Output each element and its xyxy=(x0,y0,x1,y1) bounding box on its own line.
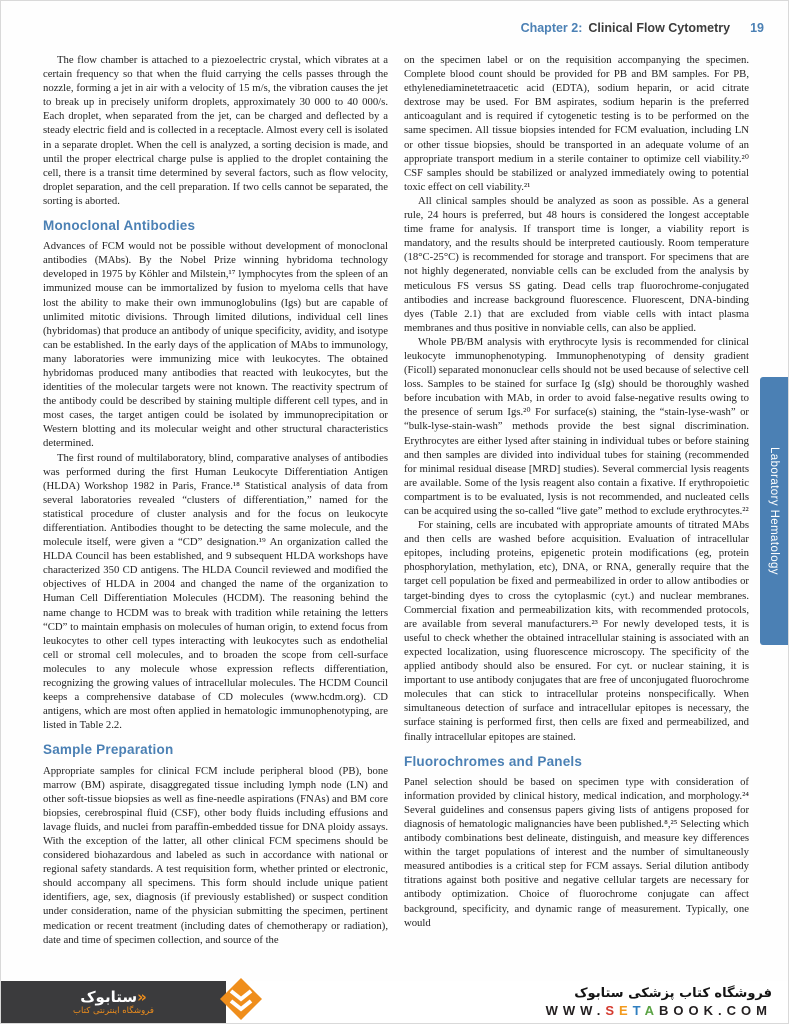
section-heading: Sample Preparation xyxy=(43,742,174,758)
text-columns xyxy=(43,53,749,947)
url-segment: S xyxy=(605,1002,619,1018)
footer-url xyxy=(546,1003,772,1018)
section-tab-label: Laboratory Hematology xyxy=(768,447,780,575)
chapter-title: Clinical Flow Cytometry xyxy=(588,21,731,35)
page-header xyxy=(43,21,764,35)
setabook-wordmark xyxy=(80,989,147,1005)
paragraph: All clinical samples should be analyzed as soon as possible. As a general rule, 24 hours is preferred, but 48 hours is considered the longest acceptable time frame for analysis. If transport time is longer, a viability report is mandatory, and the results should be interpreted cautiously. Room temperature (18°C-25°C) is recommended for storage and transport. For specimens that are not highly degenerated, nonviable cells can be excluded from the analysis by meticulous FS versus SS gating. Dead cells trap fluorochrome-conjugated antibodies and increase background fluorescence. Fluorescent, DNA-binding dyes (Table 2.1) that are excluded from viable cells with intact plasma membranes and thus positive in nonviable cells, can also be applied. xyxy=(404,194,749,334)
paragraph: Panel selection should be based on specimen type with consideration of information provided by clinical history, medical indication, and morphology.²⁴ Several guidelines and consensus papers giving lists of antigens proposed for diagnosis of hematologic malignancies have been published.⁸,²⁵ Selecting which antibody combinations best delineate, distinguish, and measure key differences within the target populations of interest and the number of simultaneously measured antibodies is a critical step for FCM assays. Serial dilution antibody titrations against both positive and negative cellular targets are necessary for antibody optimization. Choice of fluorochrome conjugate can affect background, specificity, and dynamic range of measurement. Typically, one would xyxy=(404,775,749,929)
chevron-diamond-logo-icon xyxy=(219,977,263,1021)
url-segment: T xyxy=(632,1002,645,1018)
footer-publisher-block xyxy=(1,981,226,1023)
url-segment: A xyxy=(644,1002,660,1018)
footer-banner xyxy=(1,981,788,1023)
paragraph: Advances of FCM would not be possible without development of monoclonal antibodies (MAbs). By the Nobel Prize winning hybridoma technology developed in 1975 by Köhler and Milstein,¹⁷ lymphocytes from the spleen of an immunized mouse can be immortalized by fusion to myeloma cells that have lost the ability to make their own immunoglobulins (Igs) but are capable of unlimited mitotic divisions. Through limited dilutions, individual cell lines (hybridomas) that produce an antibody of unique specificity, avidity, and isotype can be established. In the early days of the application of MAbs to immunology, many laboratories were immunizing mice with leukocytes. The obtained hybridomas produced many antibodies that reacted with leukocytes, but the identities of the molecular targets were not known. The reactivity spectrum of the antibody could be described by staining multiple different cell types, and in most cases, the target antigen could be isolated by immunoprecipitation or Western blotting and its molecular weight and other structural characteristics determined. xyxy=(43,240,388,450)
paragraph: on the specimen label or on the requisition accompanying the specimen. Complete blood count should be provided for PB and BM samples. For PB, ethylenediaminetetraacetic acid (EDTA), sodium heparin, or acid citrate dextrose may be used. For BM aspirates, sodium heparin is the preferred anticoagulant and is required if cytogenetic testing is to be performed on the same specimen. All tissue biopsies intended for FCM evaluation, including LN or other tissue biopsies, should be transported in an adequate volume of an appropriate transport medium in a sterile container to optimize cell viability.²⁰ CSF samples should be stabilized or analyzed immediately owing to potential toxic effect on cell viability.²¹ xyxy=(404,54,749,193)
paragraph: For staining, cells are incubated with appropriate amounts of titrated MAbs and then cells are washed before acquisition. Evaluation of intracellular epitopes, including proteins, epigenetic protein modifications (eg, protein phosphorylation, methylation, etc), DNA, or RNA, generally require that the target cell population be fixed and permeabilized in order to allow antibodies or target-binding dyes to cross the cytoplasmic (cyt.) and nuclear membranes. Commercial fixation and permeabilization kits, with recommended protocols, are available from several manufacturers.²³ For newly developed tests, it is useful to check whether the obtained intracellular staining is associated with an expected localization, using fluorescence microscopy. The specificity of the applied antibody should also be ensured. For cyt. or nuclear staining, it is important to use antibody conjugates that are free of unconjugated fluorochrome molecules that can stick to intracellular proteins nonspecifically. When simultaneous detection of surface and intracellular epitopes is necessary, the surface staining is performed first, then cells are fixed and permeabilized, and finally intracellular epitopes are stained. xyxy=(404,519,749,743)
chapter-label: Chapter 2: xyxy=(520,21,583,35)
footer-logo-subtitle: فروشگاه اینترنتی کتاب xyxy=(73,1005,154,1016)
setabook-wordmark-text: ستابوک xyxy=(80,987,138,1006)
paragraph: The first round of multilaboratory, blind, comparative analyses of antibodies was performed during the first Human Leukocyte Differentiation Antigen (HLDA) Workshop 1982 in Paris, France.¹⁸ Statistical analysis of data from several laboratories revealed “clusters of differentiation,” named for the statistical procedure of cluster analysis and for the focus on leukocyte differentiation. Antibodies thought to be detecting the same molecule, and the molecule itself, were given a “CD” designation.¹⁹ An organization called the HLDA Council has been established, and 9 subsequent HLDA workshops have characterized 350 CD antigens. The HLDA Council reviewed and modified the objectives of HLDA in 2004 and changed the name of the organization to Human Cell Differentiation Molecules (HCDM). The reasoning behind the name change to HCDM was to break with tradition while retaining the letters “CD” to maintain emphasis on molecules of human origin, to extend focus from leukocytes to other cell types interacting with leukocytes such as endothelial cell or stromal cell molecules, and to broaden the scope from cell-surface molecules to any molecule whose expression reflects differentiation, recognizing the growing values of intracellular molecules. The HCDM Council keeps a comprehensive database of CD molecules (www.hcdm.org). CD antigens, which are most often applied in hematologic immunophenotyping, are listed in Table 2.2. xyxy=(43,451,388,732)
paragraph: The flow chamber is attached to a piezoelectric crystal, which vibrates at a certain frequency so that when the fluid carrying the cells passes through the nozzle, forming a jet in air with a velocity of 15 m/s, the vibration causes the jet to break up in precisely uniform droplets, approximately 30 000 to 40 000/s. Each droplet, when separated from the jet, can be charged and deflected by a steady electric field and is collected in a receptacle. Almost every cell is isolated in a separate droplet. When the cell is analyzed, a sorting decision is made, and until the proper electrical charge pulse is applied to the droplet containing the cell, there is a transit time determined by several factors, such as flow velocity, droplet separation, and the cell preparation. If two cells cannot be separated, the sorting is aborted. xyxy=(43,54,388,207)
paragraph: Appropriate samples for clinical FCM include peripheral blood (PB), bone marrow (BM) aspirate, disaggregated tissue including lymph node (LN) and other soft-tissue biopsies as well as fine-needle aspirations (FNAs) and BM core biopsies, cerebrospinal fluid (CSF), other body fluids including effusions and lavage fluids, and nuclei from paraffin-embedded tissue for DNA ploidy assays. With the exception of the latter, all other clinical FCM specimens should be considered biohazardous and labeled as such in accordance with national or regional safety standards. A test requisition form, whether printed or electronic, should accompany all specimens. This form should include unique patient identifiers, age, sex, diagnosis (if previously established) or suspect condition under consideration, name of the physician submitting the specimen, pertinent medication or recent treatment (including dates of chemotherapy or radiation), date and time of specimen collection, and source of the xyxy=(43,764,388,946)
footer-store-block xyxy=(226,981,788,1023)
section-tab-laboratory-hematology xyxy=(760,377,788,645)
right-column xyxy=(404,53,749,947)
url-segment: E xyxy=(619,1002,633,1018)
section-heading: Monoclonal Antibodies xyxy=(43,218,196,234)
page-number: 19 xyxy=(750,21,764,35)
section-heading: Fluorochromes and Panels xyxy=(404,753,583,769)
footer-store-title: فروشگاه کتاب پزشکی ستابوک xyxy=(574,985,772,1001)
url-segment: WWW. xyxy=(545,1002,606,1018)
left-column xyxy=(43,53,388,947)
paragraph: Whole PB/BM analysis with erythrocyte lysis is recommended for clinical leukocyte immunophenotyping. Immunophenotyping of density gradient (Ficoll) separated mononuclear cells should not be used because of selective cell loss. Samples to be stained for surface Ig (sIg) should be thoroughly washed before incubation with MAb, in order to avoid false-negative results owing to the presence of serum Igs.²⁰ For surface(s) staining, the “stain-lyse-wash” or “bulk-lyse-stain-wash” methods provide the best signal discrimination. Erythrocytes are either lysed after staining in individual tubes or before staining and then samples are divided into individual tubes for staining (recommended for minimal residual disease [MRD] studies). Several commercial lysis reagents are available. Some of the lysis reagent also contain a fixative. If erythropoietic compartment is to be evaluated, lysis is not recommended, and nucleated cells can be acquired using the so-called “live gate” method to exclude erythrocytes.²² xyxy=(404,335,749,517)
url-segment: BOOK.COM xyxy=(659,1002,772,1018)
chevrons-icon: « xyxy=(137,987,147,1006)
